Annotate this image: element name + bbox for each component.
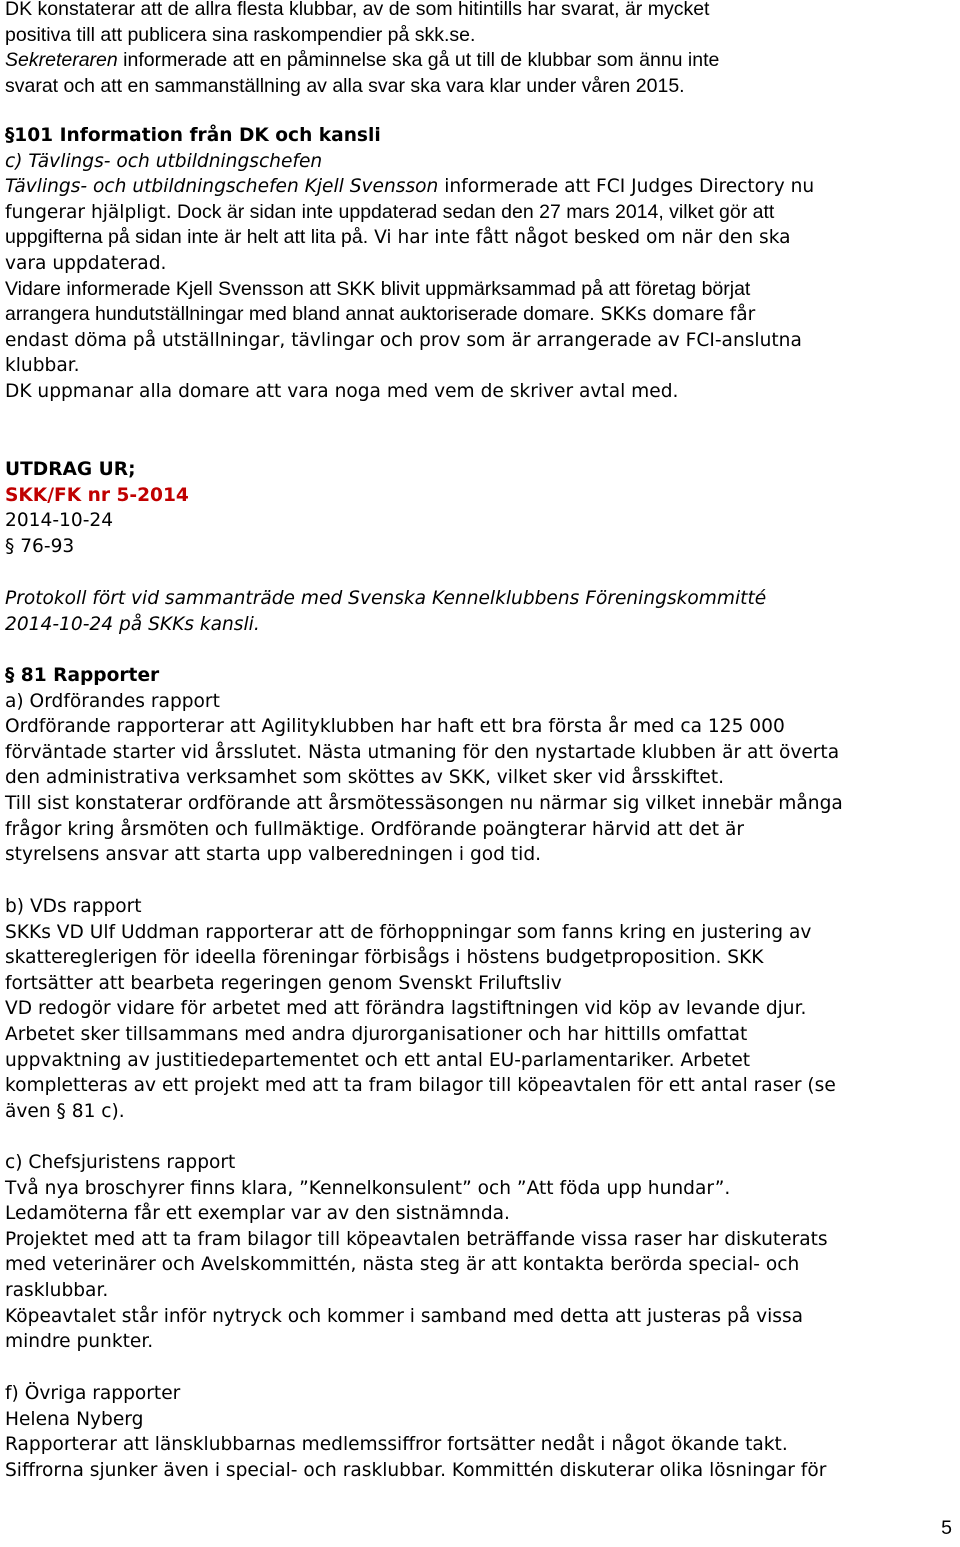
section-81 — [5, 663, 957, 868]
s81-a-line-1: Ordförande rapporterar att Agilityklubben har haft ett bra första år med ca 125 000 — [5, 716, 785, 738]
s81-c-line-6: Köpeavtalet står inför nytryck och kommer i samband med detta att justeras på vissa — [5, 1305, 804, 1327]
s81-f-title: f) Övriga rapporter — [5, 1383, 181, 1404]
s81-c-title: c) Chefsjuristens rapport — [5, 1152, 236, 1173]
s81-a-line-2: förväntade starter vid årsslutet. Nästa utmaning för den nystartade klubben är att överta — [5, 741, 840, 763]
protocol-line-1: Protokoll fört vid sammanträde med Svenska Kennelklubbens Föreningskommitté — [5, 588, 767, 609]
s101-line-7: endast döma på utställningar, tävlingar och prov som är arrangerade av FCI-anslutna — [5, 329, 802, 351]
section-sign-icon: § — [5, 535, 21, 557]
section-101 — [5, 123, 957, 405]
s81-c-line-7: mindre punkter. — [5, 1331, 154, 1353]
s81-f — [5, 1381, 957, 1483]
s81-a-line-3: den administrativa verksamhet som sköttes av SKK, vilket sker vid årsskiftet. — [5, 767, 725, 789]
s81-a-title: a) Ordförandes rapport — [5, 690, 220, 712]
s101-line-2: fungerar hjälpligt. Dock är sidan inte uppdaterad sedan den 27 mars 2014, vilket gör att — [5, 200, 775, 223]
s81-c-line-2: Ledamöterna får ett exemplar var av den sistnämnda. — [5, 1203, 510, 1225]
s101-line-3: uppgifterna på sidan inte är helt att lita på. Vi har inte fått något besked om när den ska — [5, 226, 791, 249]
s81-b-line-1: SKKs VD Ulf Uddman rapporterar att de förhoppningar som fanns kring en justering av — [5, 921, 812, 943]
section-101-subheading: c) Tävlings- och utbildningschefen — [5, 150, 323, 172]
excerpt-header — [5, 457, 957, 559]
s81-b-title: b) VDs rapport — [5, 896, 142, 917]
secretary-label: Sekreteraren — [5, 49, 118, 72]
s81-c-line-5: rasklubbar. — [5, 1279, 109, 1301]
s81-c — [5, 1150, 957, 1355]
excerpt-section-range: § 76-93 — [5, 535, 75, 557]
s81-b-line-5: Arbetet sker tillsammans med andra djurorganisationer och har hittills omfattat — [5, 1023, 748, 1045]
intro-line-3: Sekreteraren informerade att en påminnelse ska gå ut till de klubbar som ännu inte — [5, 49, 720, 72]
section-sign-icon: § — [5, 125, 15, 146]
intro-line-1: DK konstaterar att de allra flesta klubbar, av de som hitintills har svarat, är mycket — [5, 0, 710, 20]
s81-f-line-2: Siffrorna sjunker även i special- och rasklubbar. Kommittén diskuterar olika lösningar för — [5, 1459, 827, 1481]
protocol-heading — [5, 586, 957, 637]
s81-b-line-4: VD redogör vidare för arbetet med att förändra lagstiftningen vid köp av levande djur. — [5, 998, 807, 1020]
s81-c-line-1: Två nya broschyrer finns klara, ”Kennelkonsulent” och ”Att föda upp hundar”. — [5, 1177, 731, 1199]
s81-c-line-3: Projektet med att ta fram bilagor till köpeavtalen beträffande vissa raser har diskuterats — [5, 1228, 828, 1250]
s101-line-9: DK uppmanar alla domare att vara noga med vem de skriver avtal med. — [5, 380, 679, 402]
s81-b-line-6: uppvaktning av justitiedepartementet och ett antal EU-parlamentariker. Arbetet — [5, 1049, 751, 1071]
s101-line-4: vara uppdaterad. — [5, 252, 167, 274]
section-81-heading: § 81 Rapporter — [5, 665, 160, 686]
s81-a-line-5: frågor kring årsmöten och fullmäktige. Ordförande poängterar härvid att det är — [5, 818, 744, 840]
s81-b — [5, 894, 957, 1124]
section-sign-icon: § — [5, 665, 21, 686]
excerpt-date: 2014-10-24 — [5, 510, 114, 532]
s81-b-line-8: även § 81 c). — [5, 1100, 125, 1122]
s101-line-5: Vidare informerade Kjell Svensson att SKK blivit uppmärksammad på att företag börjat — [5, 277, 751, 300]
page-number: 5 — [941, 1517, 952, 1539]
s81-a-line-6: styrelsens ansvar att starta upp valberedningen i god tid. — [5, 844, 542, 866]
s81-b-line-7: kompletteras av ett projekt med att ta fram bilagor till köpeavtalen för ett antal raser (se — [5, 1075, 836, 1097]
excerpt-reference: SKK/FK nr 5-2014 — [5, 484, 189, 506]
s81-a-line-4: Till sist konstaterar ordförande att årsmötessäsongen nu närmar sig vilket innebär många — [5, 792, 843, 814]
section-101-heading: §101 Information från DK och kansli — [5, 125, 381, 146]
s81-f-line-1: Rapporterar att länsklubbarnas medlemssiffror fortsätter nedåt i något ökande takt. — [5, 1434, 788, 1456]
s81-c-line-4: med veterinärer och Avelskommittén, nästa steg är att kontakta berörda special- och — [5, 1254, 800, 1276]
s81-f-name: Helena Nyberg — [5, 1408, 144, 1430]
s81-b-line-3: fortsätter att bearbeta regeringen genom Svenskt Friluftsliv — [5, 972, 562, 994]
s101-line-1: Tävlings- och utbildningschefen Kjell Svensson informerade att FCI Judges Directory nu — [5, 176, 815, 198]
intro-line-4: svarat och att en sammanställning av alla svar ska vara klar under våren 2015. — [5, 74, 685, 97]
s81-b-line-2: skattereglerigen för ideella föreningar förbisågs i höstens budgetproposition. SKK — [5, 947, 764, 969]
intro-paragraph — [5, 0, 957, 99]
intro-line-2: positiva till att publicera sina raskompendier på skk.se. — [5, 23, 476, 46]
protocol-line-2: 2014-10-24 på SKKs kansli. — [5, 613, 260, 635]
s101-line-8: klubbar. — [5, 355, 80, 377]
excerpt-title: UTDRAG UR; — [5, 459, 136, 480]
s101-line-6: arrangera hundutställningar med bland annat auktoriserade domare. SKKs domare får — [5, 303, 756, 326]
